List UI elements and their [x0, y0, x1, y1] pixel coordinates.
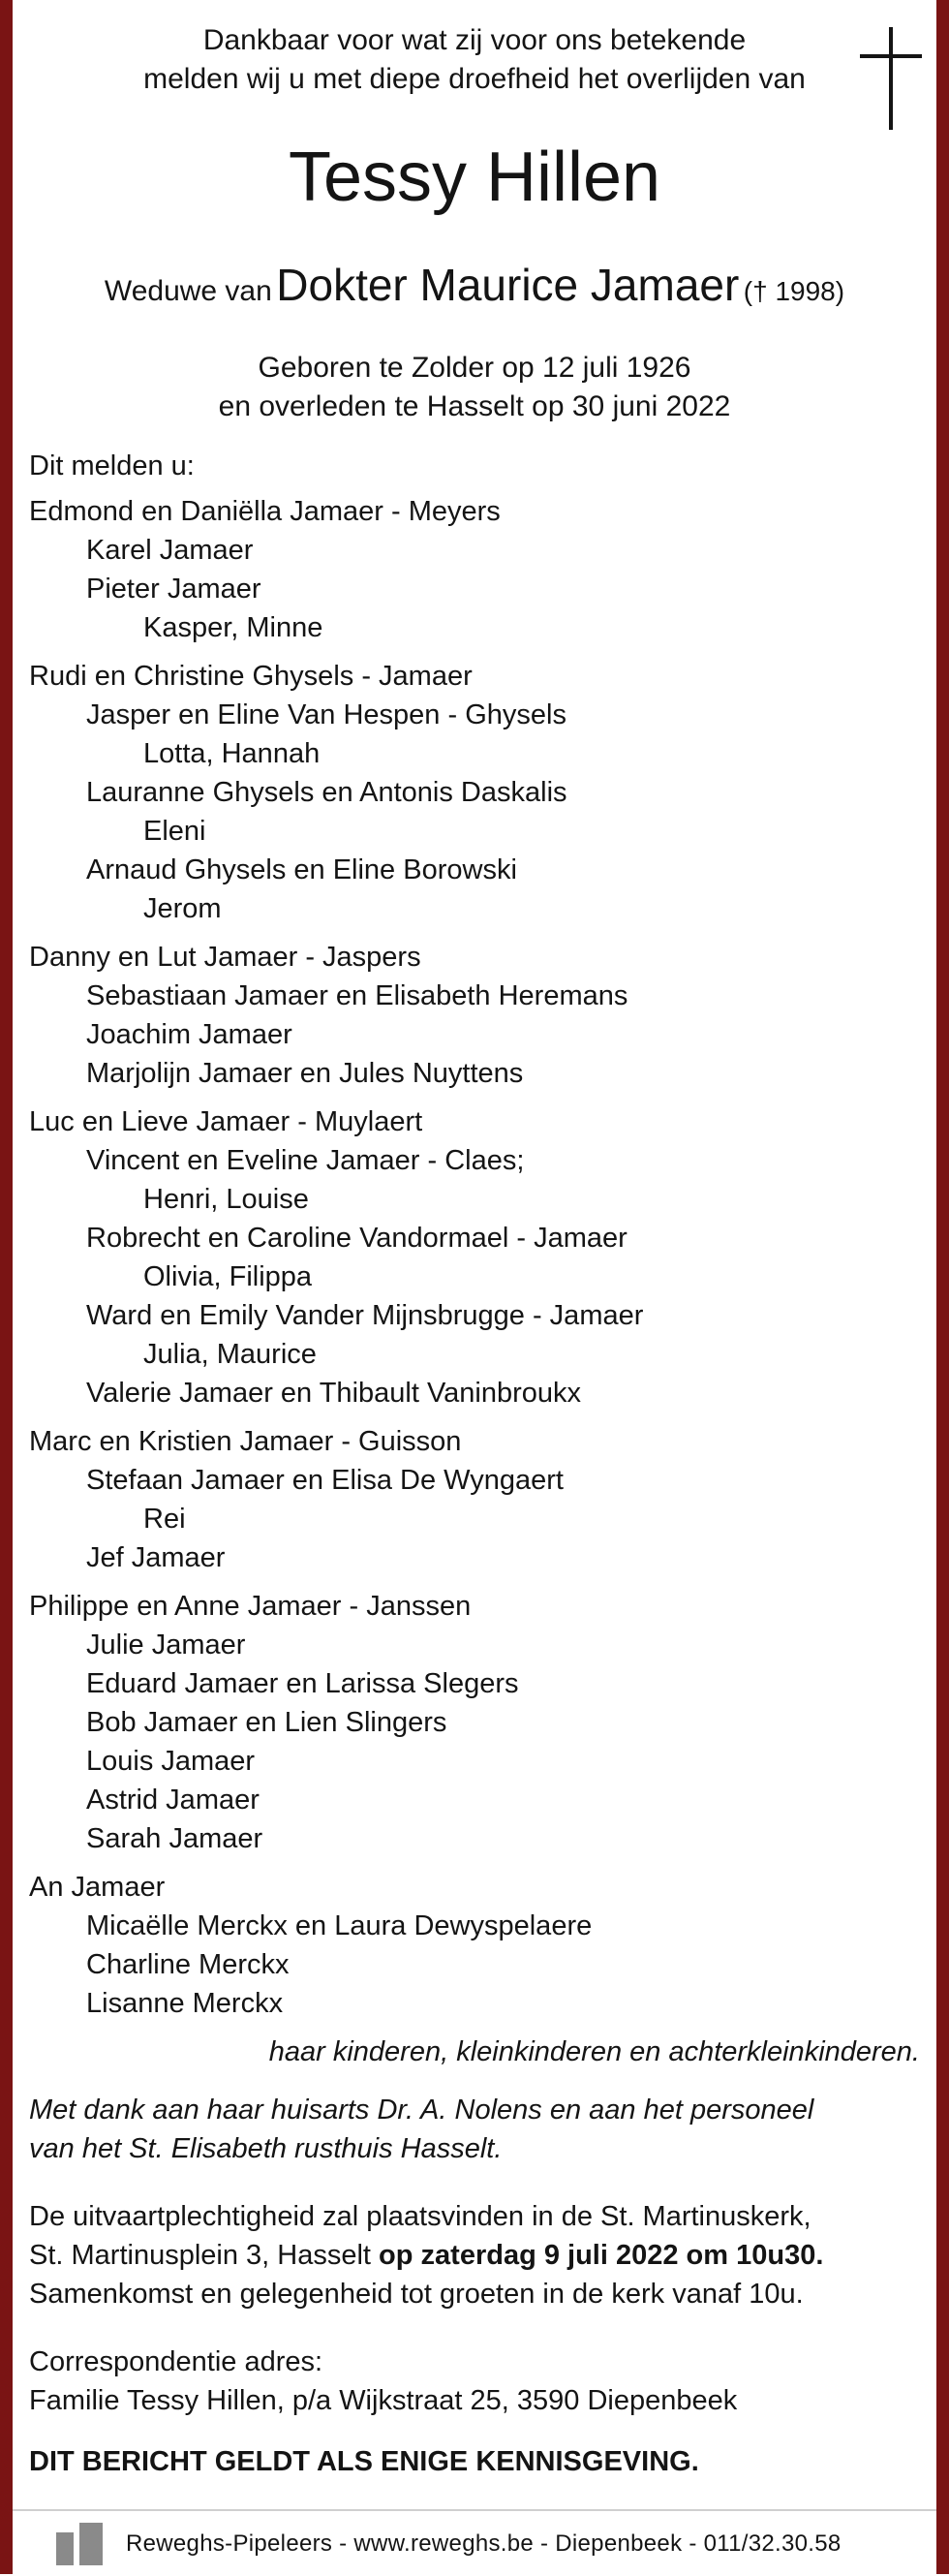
family-child: Pieter Jamaer [86, 574, 261, 605]
intro-line-1: Dankbaar voor wat zij voor ons betekende [202, 24, 747, 56]
family-child: Stefaan Jamaer en Elisa De Wyngaert [86, 1465, 564, 1496]
family-head: An Jamaer [29, 1872, 166, 1903]
announcers-heading: Dit melden u: [29, 450, 195, 481]
family-child: Jasper en Eline Van Hespen - Ghysels [86, 699, 566, 730]
family-head: Marc en Kristien Jamaer - Guisson [29, 1426, 462, 1457]
thanks-line-2: van het St. Elisabeth rusthuis Hasselt. [29, 2133, 503, 2164]
birth-line: Geboren te Zolder op 12 juli 1926 [258, 352, 691, 384]
family-head: Rudi en Christine Ghysels - Jamaer [29, 661, 473, 692]
death-line: en overleden te Hasselt op 30 juni 2022 [218, 390, 731, 422]
widow-line [0, 256, 949, 326]
family-child: Valerie Jamaer en Thibault Vaninbroukx [86, 1378, 582, 1409]
family-child: Louis Jamaer [86, 1746, 256, 1777]
spouse-name: Dokter Maurice Jamaer [276, 260, 740, 310]
notice: DIT BERICHT GELDT ALS ENIGE KENNISGEVING. [29, 2446, 699, 2477]
family-grandchildren: Lotta, Hannah [143, 738, 321, 769]
family-child: Sarah Jamaer [86, 1823, 263, 1854]
family-child: Lisanne Merckx [86, 1988, 284, 2019]
correspondence-label: Correspondentie adres: [29, 2346, 323, 2377]
family-child: Robrecht en Caroline Vandormael - Jamaer [86, 1223, 628, 1254]
family-child: Marjolijn Jamaer en Jules Nuyttens [86, 1058, 524, 1089]
family-grandchildren: Henri, Louise [143, 1184, 309, 1215]
family-child: Lauranne Ghysels en Antonis Daskalis [86, 777, 567, 808]
family-grandchildren: Olivia, Filippa [143, 1261, 313, 1292]
family-grandchildren: Jerom [143, 893, 222, 924]
family-child: Joachim Jamaer [86, 1019, 292, 1050]
intro-line-2: melden wij u met diepe droefheid het overlijden van [143, 63, 806, 95]
family-child: Bob Jamaer en Lien Slingers [86, 1707, 447, 1738]
family-child: Sebastiaan Jamaer en Elisabeth Heremans [86, 980, 628, 1011]
funeral-line-3: Samenkomst en gelegenheid tot groeten in de kerk vanaf 10u. [29, 2279, 804, 2310]
family-child: Ward en Emily Vander Mijnsbrugge - Jamaer [86, 1300, 644, 1331]
family-child: Karel Jamaer [86, 535, 254, 566]
family-head: Edmond en Daniëlla Jamaer - Meyers [29, 496, 501, 527]
family-grandchildren: Julia, Maurice [143, 1339, 317, 1370]
family-child: Charline Merckx [86, 1949, 290, 1980]
family-head: Luc en Lieve Jamaer - Muylaert [29, 1106, 423, 1137]
family-grandchildren: Kasper, Minne [143, 612, 323, 643]
family-child: Vincent en Eveline Jamaer - Claes; [86, 1145, 525, 1176]
family-head: Philippe en Anne Jamaer - Janssen [29, 1591, 472, 1622]
correspondence-address: Familie Tessy Hillen, p/a Wijkstraat 25, 3590 Diepenbeek [29, 2385, 738, 2416]
family-child: Arnaud Ghysels en Eline Borowski [86, 854, 517, 885]
spouse-death: († 1998) [743, 276, 845, 306]
funeral-line-1: De uitvaartplechtigheid zal plaatsvinden in de St. Martinuskerk, [29, 2201, 811, 2232]
thanks-line-1: Met dank aan haar huisarts Dr. A. Nolens en aan het personeel [29, 2095, 814, 2126]
funeral-home-footer: Reweghs-Pipeleers - www.reweghs.be - Diepenbeek - 011/32.30.58 [126, 2530, 842, 2557]
family-grandchildren: Rei [143, 1504, 186, 1535]
family-child: Jef Jamaer [86, 1542, 226, 1573]
family-child: Micaëlle Merckx en Laura Dewyspelaere [86, 1910, 593, 1941]
family-grandchildren: Eleni [143, 816, 206, 847]
funeral-line-2 [29, 2236, 823, 2275]
family-child: Astrid Jamaer [86, 1785, 260, 1816]
deceased-name: Tessy Hillen [288, 139, 661, 216]
funeral-datetime: op zaterdag 9 juli 2022 om 10u30. [379, 2240, 824, 2271]
family-child: Julie Jamaer [86, 1629, 246, 1660]
widow-prefix: Weduwe van [104, 275, 272, 307]
family-summary: haar kinderen, kleinkinderen en achterkleinkinderen. [268, 2036, 920, 2067]
funeral-location: St. Martinusplein 3, Hasselt [29, 2240, 380, 2271]
family-child: Eduard Jamaer en Larissa Slegers [86, 1668, 519, 1699]
family-head: Danny en Lut Jamaer - Jaspers [29, 942, 421, 973]
funeral-home-logo-icon [56, 2523, 108, 2565]
